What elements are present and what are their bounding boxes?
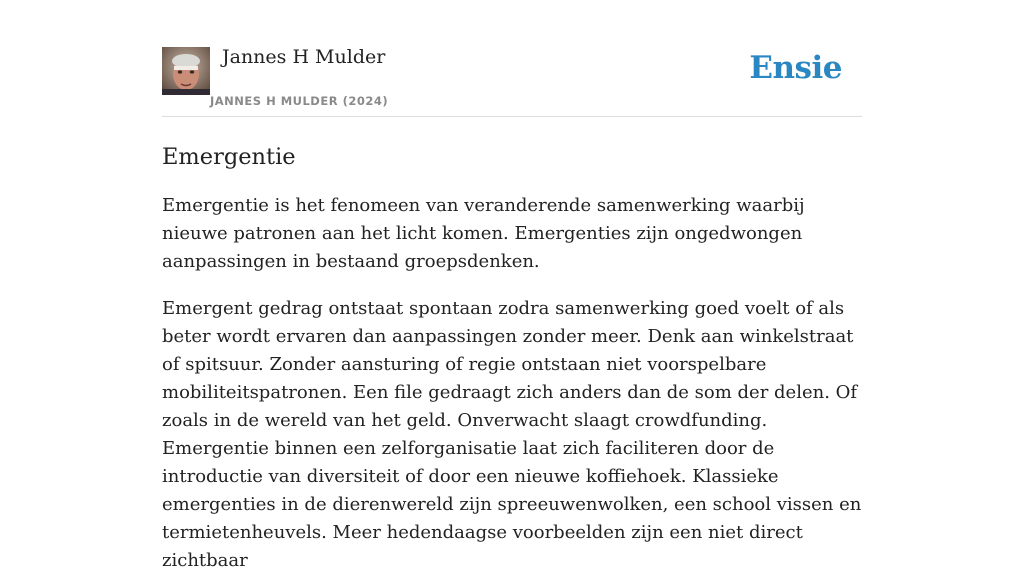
brand-logo[interactable]: Ensie [749, 50, 842, 86]
article-header [162, 0, 862, 117]
article-paragraph: Emergentie is het fenomeen van veranderende samenwerking waarbij nieuwe patronen aan het licht komen. Emergenties zijn ongedwongen aanpassingen in bestaand groepsdenken. [162, 195, 805, 272]
author-avatar[interactable] [162, 47, 210, 95]
article-paragraph: Emergent gedrag ontstaat spontaan zodra samenwerking goed voelt of als beter wordt ervaren dan aanpassingen zonder meer. Denk aan winkelstraat of spitsuur. Zonder aansturing of regie ontstaan niet voorspelbare mobiliteitspatronen. Een file gedraagt zich anders dan de som der delen. Of zoals in de wereld van het geld. Onverwacht slaagt crowdfunding. Emergentie binnen een zelforganisatie laat zich faciliteren door de introductie van diversiteit of door een nieuwe koffiehoek. Klassieke emergenties in de dierenwereld zijn spreeuwenwolken, een school vissen en termietenheuvels. Meer hedendaagse voorbeelden zijn een niet direct zichtbaar [162, 298, 862, 571]
author-photo [162, 47, 210, 95]
author-name[interactable]: Jannes H Mulder [222, 46, 386, 68]
article-title: Emergentie [162, 144, 296, 170]
author-attribution: JANNES H MULDER (2024) [210, 94, 389, 108]
article [162, 0, 862, 575]
